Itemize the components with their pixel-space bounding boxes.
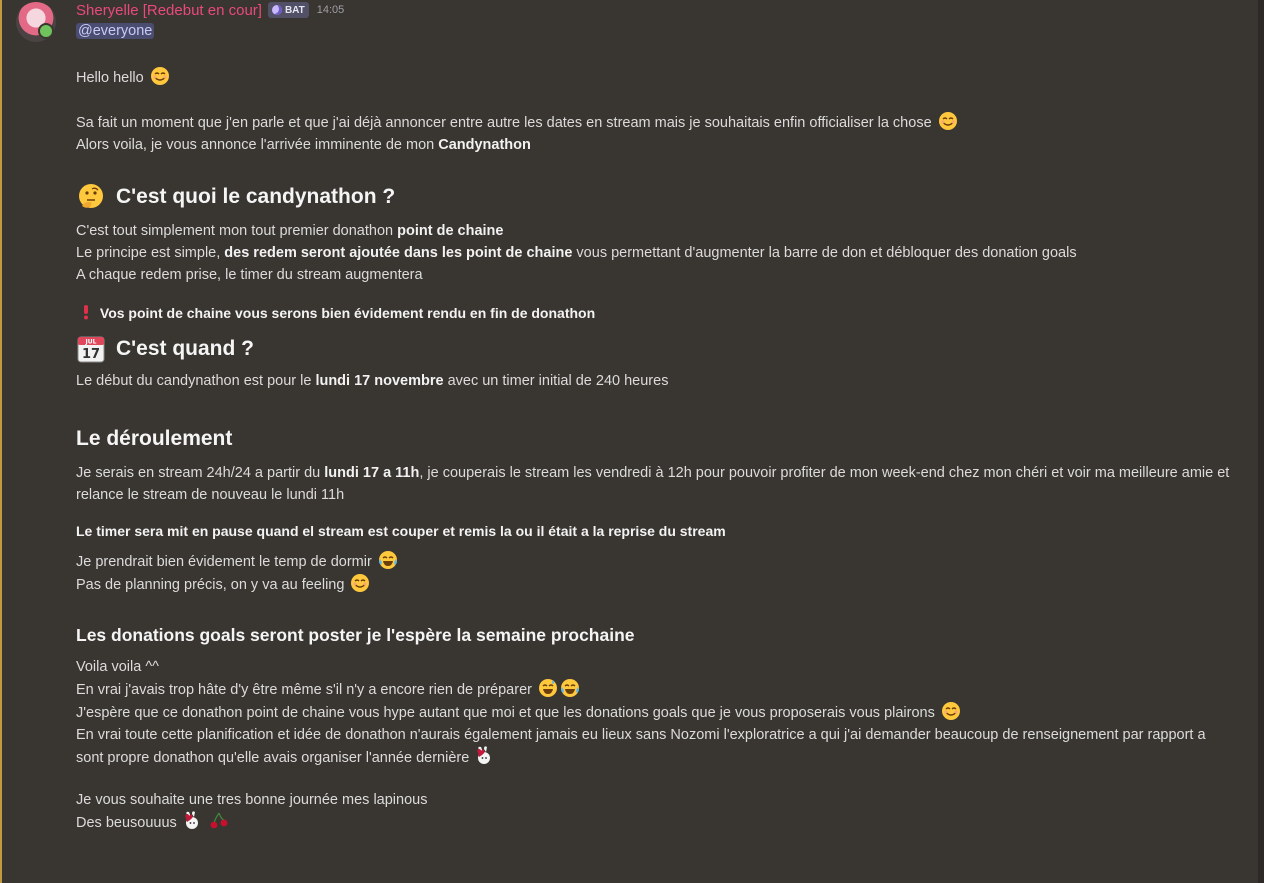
section-course-para-prefix: Je serais en stream 24h/24 a partir du: [76, 465, 325, 481]
exclamation-icon: [76, 303, 96, 321]
greeting-text: Hello hello: [76, 70, 144, 86]
smiling-face-emoji-icon: [350, 573, 370, 593]
section-what-heading: [76, 182, 1246, 212]
section-what-title: C'est quoi le candynathon ?: [116, 185, 396, 208]
goals-line1: Voila voila ^^: [76, 659, 159, 675]
section-what-line1: C'est tout simplement mon tout premier donathon: [76, 223, 398, 239]
section-what-line3: A chaque redem prise, le timer du stream augmentera: [76, 267, 423, 283]
candynathon-bold: Candynathon: [438, 137, 531, 153]
pause-note: Le timer sera mit en pause quand el stream est couper et remis la ou il était a la reprise du stream: [76, 523, 726, 539]
calendar-icon: [76, 334, 106, 364]
bunny-heart-emoji-icon: [475, 746, 495, 766]
message-content: [76, 20, 1246, 834]
tears-of-joy-emoji-icon: [378, 550, 398, 570]
everyone-mention[interactable]: @everyone: [78, 23, 153, 39]
smiling-face-emoji-icon: [941, 701, 961, 721]
thinking-face-emoji-icon: [76, 182, 106, 212]
planning-line: Pas de planning précis, on y va au feeling: [76, 577, 345, 593]
cherries-emoji-icon: [209, 811, 229, 831]
badge-label: BAT: [284, 4, 305, 16]
point-de-chaine-bold: point de chaine: [397, 223, 504, 239]
section-course-title: Le déroulement: [76, 427, 233, 450]
goals-line3: J'espère que ce donathon point de chaine vous hype autant que moi et que les donations goals que je vous proposerais vous plairons: [76, 705, 935, 721]
smiling-face-emoji-icon: [938, 111, 958, 131]
sleep-line: Je prendrait bien évidement le temp de dormir: [76, 554, 372, 570]
section-when-heading: [76, 334, 1246, 364]
avatar-status-badge: [38, 23, 54, 39]
smiling-face-emoji-icon: [150, 66, 170, 86]
avatar[interactable]: [16, 2, 56, 42]
closing-line1: Je vous souhaite une tres bonne journée mes lapinous: [76, 792, 428, 808]
grinning-sweat-emoji-icon: [538, 678, 558, 698]
goals-line2: En vrai j'avais trop hâte d'y être même s'il n'y a encore rien de préparer: [76, 682, 532, 698]
message-header: [76, 0, 344, 20]
intro-line-2: Alors voila, je vous annonce l'arrivée imminente de mon: [76, 137, 439, 153]
section-what-line2-suffix: vous permettant d'augmenter la barre de don et débloquer des donation goals: [572, 245, 1077, 261]
section-course-para-suffix: , je couperais le stream les vendredi à 12h pour pouvoir profiter de mon week-end chez mon chéri et voir ma meilleure amie et relance le stream de nouveau le lundi 11h: [76, 465, 1230, 503]
section-goals-title: Les donations goals seront poster je l'espère la semaine prochaine: [76, 625, 635, 645]
moon-icon: [272, 5, 282, 15]
section-what-line2-bold: des redem seront ajoutée dans les point de chaine: [224, 245, 573, 261]
section-course-para-bold: lundi 17 a 11h: [324, 465, 420, 481]
timestamp[interactable]: 14:05: [316, 4, 345, 16]
intro-line-1: Sa fait un moment que j'en parle et que j'ai déjà annoncer entre autre les dates en stream mais je souhaitais enfin officialiser la chose: [76, 115, 932, 131]
bunny-heart-emoji-icon: [183, 811, 203, 831]
section-when-title: C'est quand ?: [116, 337, 254, 360]
section-when-suffix: avec un timer initial de 240 heures: [443, 373, 669, 389]
section-what-line2-prefix: Le principe est simple,: [76, 245, 225, 261]
section-when-prefix: Le début du candynathon est pour le: [76, 373, 316, 389]
goals-line4: En vrai toute cette planification et idée de donathon n'aurais également jamais eu lieux sans Nozomi l'exploratrice a qui j'ai demander beaucoup de renseignement par rapport a sont propre donathon qu'elle avais organiser l'année dernière: [76, 727, 1206, 766]
scrollbar[interactable]: [1258, 0, 1264, 883]
calendar-day: 17: [81, 347, 101, 362]
warning-text: Vos point de chaine vous serons bien évidement rendu en fin de donathon: [99, 305, 596, 321]
author-name[interactable]: Sheryelle [Redebut en cour]: [76, 1, 262, 19]
section-when-date: lundi 17 novembre: [315, 373, 444, 389]
calendar-month: JUL: [85, 338, 97, 346]
section-goals-heading: [76, 622, 1246, 648]
bat-badge[interactable]: [268, 2, 309, 18]
section-course-heading: [76, 424, 1246, 454]
mention-highlight-bar: [0, 0, 2, 883]
tears-of-joy-emoji-icon: [560, 678, 580, 698]
closing-line2: Des beusouuus: [76, 815, 177, 831]
